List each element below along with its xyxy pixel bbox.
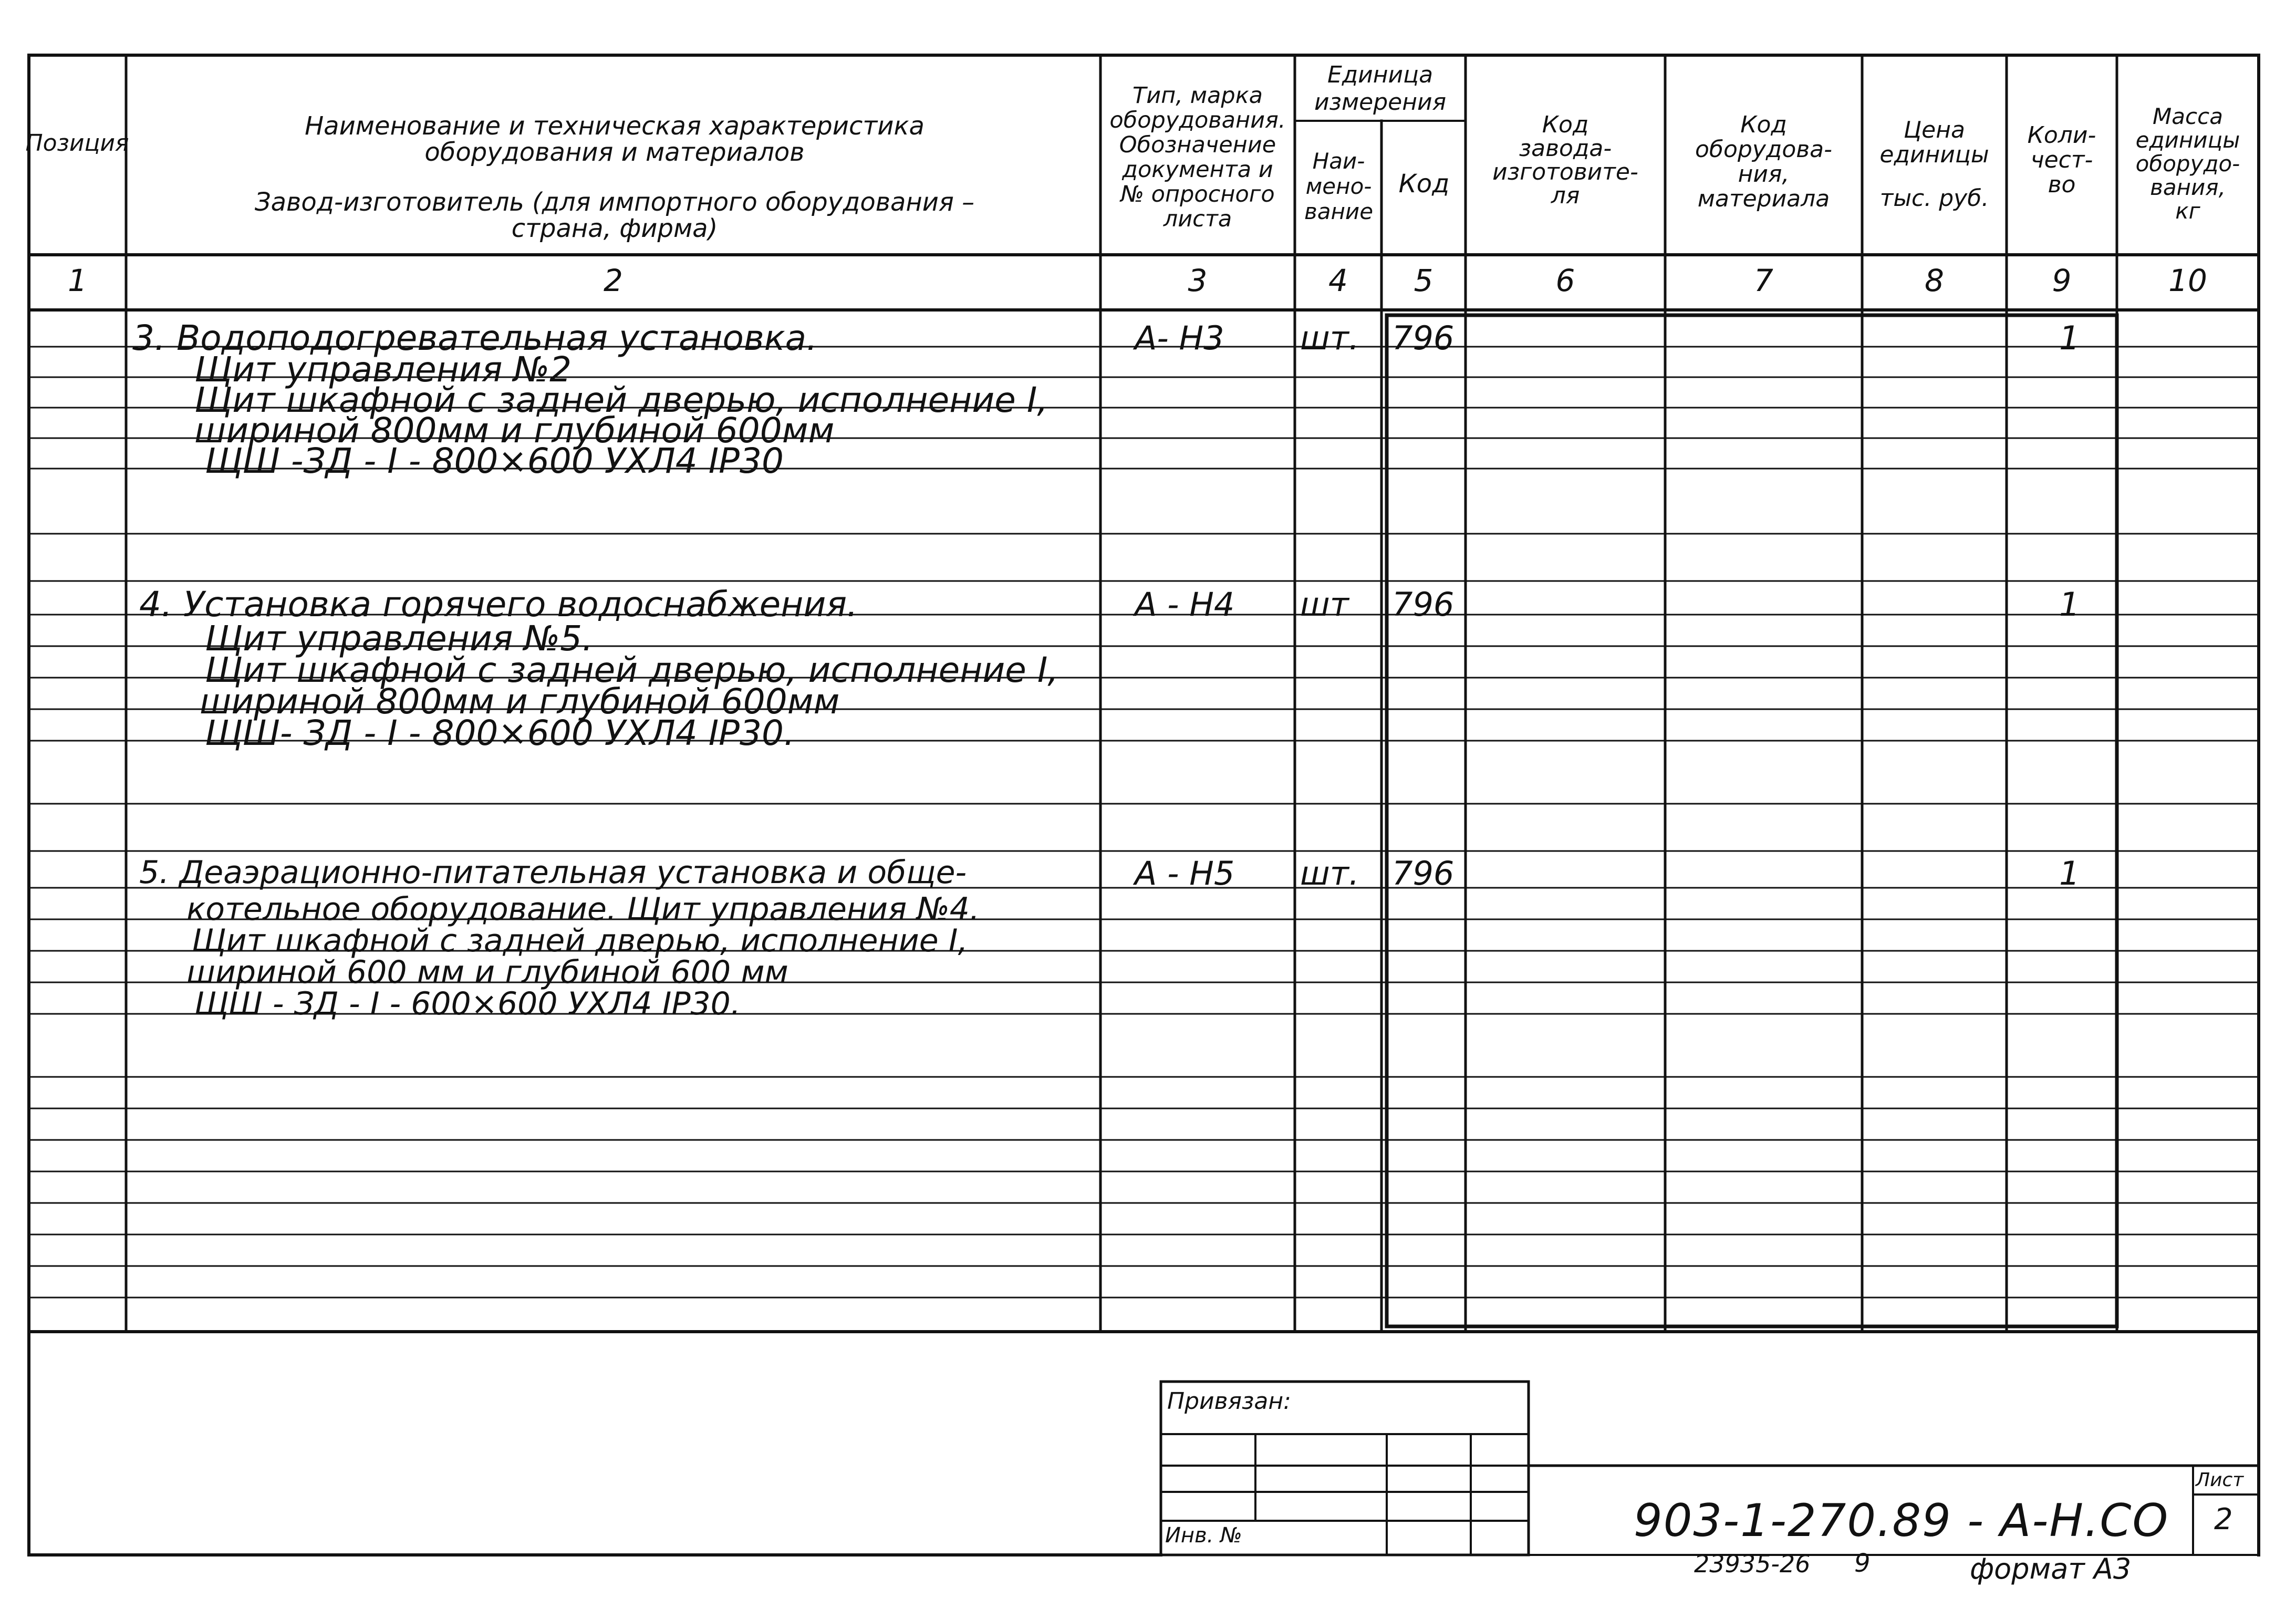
item-3-unit: шт. <box>1300 319 1359 357</box>
item-4-title: 4. Установка горячего водоснабжения. <box>139 584 858 625</box>
header-equipment-code-line3: ния, <box>1738 161 1790 188</box>
header-price-line3: тыс. руб. <box>1879 185 1989 212</box>
archive-number: 23935-26 <box>1694 1550 1811 1578</box>
column-number-6: 6 <box>1555 263 1575 298</box>
item-5-code: 796 <box>1392 854 1455 893</box>
header-unit-name-line3: вание <box>1304 199 1374 224</box>
item-3-line: Щит управления №2 <box>194 349 572 390</box>
item-3-line: Щит шкафной с задней дверью, исполнение I, <box>194 380 1048 420</box>
header-equipment-code-line1: Код <box>1740 111 1787 138</box>
item-4-line: Щит шкафной с задней дверью, исполнение I, <box>205 650 1059 690</box>
sheet-number: 2 <box>2214 1502 2233 1537</box>
item-3-line: шириной 800мм и глубиной 600мм <box>194 410 835 451</box>
item-4-unit: шт <box>1300 585 1349 624</box>
header-type-line3: Обозначение <box>1119 132 1276 158</box>
header-name-line1: Наименование и техническая характеристика <box>305 111 924 141</box>
header-qty-line2: чест- <box>2030 147 2093 173</box>
header-name-line3: Завод-изготовитель (для импортного оборудования – <box>254 188 975 217</box>
item-4-line: Щит управления №5. <box>205 618 594 659</box>
format-label: формат А3 <box>1970 1552 2132 1585</box>
header-unit-name-line1: Наи- <box>1312 148 1365 174</box>
header-unit-line2: измерения <box>1314 89 1447 116</box>
item-5-qty: 1 <box>2059 854 2080 893</box>
document-code: 903-1-270.89 - А-Н.СО <box>1634 1495 2169 1547</box>
header-mass-line3: оборудо- <box>2135 151 2240 177</box>
header-equipment-code-line4: материала <box>1697 185 1830 212</box>
header-plant-code-line3: изготовите- <box>1492 159 1638 185</box>
header-unit-line1: Единица <box>1327 61 1433 88</box>
column-number-4: 4 <box>1328 263 1348 298</box>
column-number-7: 7 <box>1754 263 1773 298</box>
item-5-line: котельное оборудование. Щит управления №4. <box>186 891 980 928</box>
header-type-line5: № опросного <box>1120 181 1275 207</box>
item-3-type: А- Н3 <box>1135 319 1224 357</box>
header-price-line1: Цена <box>1904 117 1965 143</box>
header-mass-line2: единицы <box>2135 127 2240 153</box>
item-4-line: шириной 800мм и глубиной 600мм <box>200 681 840 722</box>
header-type-line1: Тип, марка <box>1132 82 1263 109</box>
header-name-line2: оборудования и материалов <box>424 138 805 167</box>
item-3-title: 3. Водоподогревательная установка. <box>132 318 818 358</box>
header-mass-line4: вания, <box>2150 174 2226 200</box>
header-type-line2: оборудования. <box>1109 107 1286 133</box>
column-number-1: 1 <box>68 263 87 298</box>
sheet-label: Лист <box>2196 1469 2244 1491</box>
item-4-type: А - Н4 <box>1135 585 1235 624</box>
header-mass-line1: Масса <box>2153 103 2223 129</box>
header-price-line2: единицы <box>1879 141 1989 168</box>
item-5-title: 5. Деаэрационно-питательная установка и обще- <box>139 854 967 891</box>
header-name-line4: страна, фирма) <box>511 214 718 243</box>
header-type-line6: листа <box>1163 206 1232 232</box>
item-5-type: А - Н5 <box>1135 854 1235 893</box>
header-qty-line3: во <box>2048 171 2076 198</box>
column-number-5: 5 <box>1414 263 1433 298</box>
header-plant-code-line1: Код <box>1542 111 1589 138</box>
header-position: Позиция <box>25 130 129 157</box>
item-5-line: ЩШ - ЗД - I - 600×600 УХЛ4 IP30. <box>194 985 741 1022</box>
item-4-qty: 1 <box>2059 585 2080 624</box>
item-5-line: Щит шкафной с задней дверью, исполнение I, <box>192 922 968 959</box>
item-4-line: ЩШ- ЗД - I - 800×600 УХЛ4 IP30. <box>205 713 795 753</box>
item-3-code: 796 <box>1392 319 1455 357</box>
item-3-line: ЩШ -ЗД - I - 800×600 УХЛ4 IP30 <box>205 441 784 481</box>
column-number-2: 2 <box>604 263 623 298</box>
item-3-qty: 1 <box>2059 319 2080 357</box>
header-unit-name-line2: мено- <box>1305 173 1372 199</box>
archive-suffix: 9 <box>1854 1549 1871 1578</box>
item-5-unit: шт. <box>1300 854 1359 893</box>
stamp-inv-no: Инв. № <box>1165 1523 1242 1548</box>
header-plant-code-line2: завода- <box>1519 135 1612 162</box>
header-mass-line5: кг <box>2175 198 2200 224</box>
header-plant-code-line4: ля <box>1551 182 1580 209</box>
column-number-9: 9 <box>2052 263 2072 298</box>
column-number-10: 10 <box>2168 263 2207 298</box>
item-5-line: шириной 600 мм и глубиной 600 мм <box>186 954 788 991</box>
header-qty-line1: Коли- <box>2027 122 2096 149</box>
header-equipment-code-line2: оборудова- <box>1695 136 1833 163</box>
header-unit-code: Код <box>1398 169 1450 199</box>
column-number-8: 8 <box>1925 263 1944 298</box>
stamp-privyazan: Привязан: <box>1167 1388 1291 1415</box>
item-4-code: 796 <box>1392 585 1455 624</box>
header-type-line4: документа и <box>1122 157 1273 183</box>
column-number-3: 3 <box>1188 263 1208 298</box>
